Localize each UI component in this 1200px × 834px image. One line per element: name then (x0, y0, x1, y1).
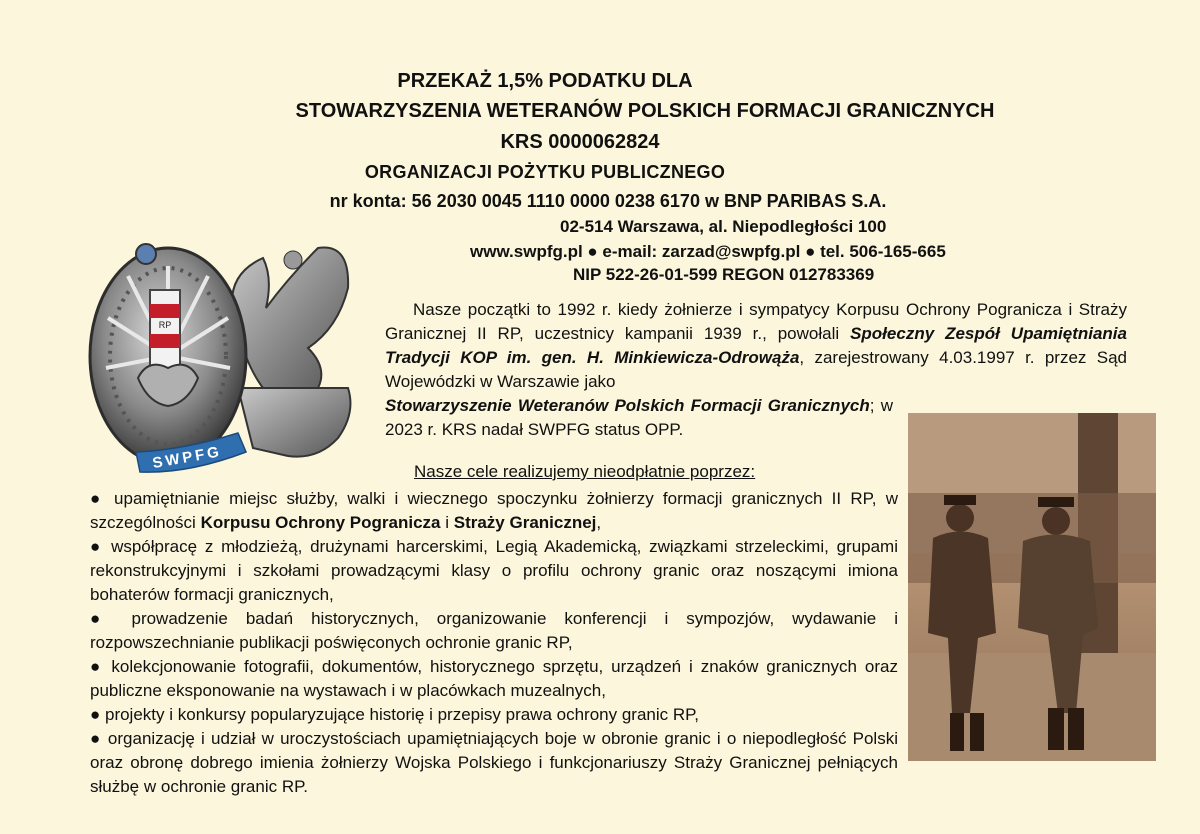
intro-text: Nasze początki to 1992 r. kiedy żołnierze i sympatycy Korpusu Ochrony Pogranicza i Straży Granicznej II RP, uczestnicy kampanii 1939 r., powołali (385, 300, 1127, 343)
svg-text:SWPFG: SWPFG (151, 443, 224, 473)
list-item: ● projekty i konkursy popularyzujące historię i przepisy prawa ochrony granic RP, (90, 705, 700, 724)
association-name: Stowarzyszenie Weteranów Polskich Formacji Granicznych (385, 396, 870, 415)
intro-text-end: , zarejestrowany 4.03.1997 r. przez Sąd Wojewódzki w Warszawie jako (385, 348, 1127, 391)
list-item: ● prowadzenie badań historycznych, organizowanie konferencji i sympozjów, wydawanie i rozpowszechnianie publikacji poświęconych ochronie granic RP, (90, 609, 898, 652)
historical-photo-border-guards (908, 413, 1156, 761)
swpfg-badge-emblem (88, 238, 360, 476)
organization-name: STOWARZYSZENIA WETERANÓW POLSKICH FORMACJI GRANICZNYCH (295, 100, 995, 122)
nip-regon: NIP 522-26-01-599 REGON 012783369 (573, 265, 875, 284)
intro-org-name: Społeczny Zespół Upamiętniania Tradycji KOP im. gen. H. Minkiewicza-Odrowąża (385, 324, 1127, 367)
krs-number: KRS 0000062824 (500, 131, 660, 153)
bank-account: nr konta: 56 2030 0045 1110 0000 0238 6170 w BNP PARIBAS S.A. (329, 191, 887, 211)
goals-title: Nasze cele realizujemy nieodpłatnie poprzez: (414, 462, 756, 481)
list-item: ● kolekcjonowanie fotografii, dokumentów, historycznego sprzętu, urządzeń i znaków granicznych oraz publiczne eksponowanie na wystawach i w placówkach muzealnych, (90, 657, 898, 700)
list-item: ● upamiętnianie miejsc służby, walki i wiecznego spoczynku żołnierzy formacji granicznych II RP, w szczególności Korpusu Ochrony Pogranicza i Straży Granicznej, (90, 489, 898, 532)
intro-paragraph (385, 298, 1127, 442)
opp-status: ORGANIZACJI POŻYTKU PUBLICZNEGO (364, 162, 726, 182)
intro-opp-text: ; w 2023 r. KRS nadał SWPFG status OPP. (385, 396, 893, 439)
list-item: ● współpracę z młodzieżą, drużynami harcerskimi, Legią Akademicką, związkami strzeleckimi, grupami rekonstrukcyjnymi i szkołami prowadzącymi klasy o profilu ochrony granic oraz noszącymi imiona bohaterów formacji granicznych, (90, 537, 898, 604)
address: 02-514 Warszawa, al. Niepodległości 100 (560, 217, 887, 236)
header-line-1: PRZEKAŻ 1,5% PODATKU DLA (397, 70, 693, 92)
web-email-phone: www.swpfg.pl ● e-mail: zarzad@swpfg.pl ● tel. 506-165-665 (470, 242, 946, 261)
svg-text:RP: RP (158, 320, 172, 330)
goals-list (90, 487, 898, 799)
list-item: ● organizację i udział w uroczystościach upamiętniających boje w obronie granic i o niepodległość Polski oraz obronę dobrego imienia żołnierzy Wojska Polskiego i funkcjonariuszy Straży Granicznej pełniących służbę w ochronie granic RP. (90, 729, 898, 796)
